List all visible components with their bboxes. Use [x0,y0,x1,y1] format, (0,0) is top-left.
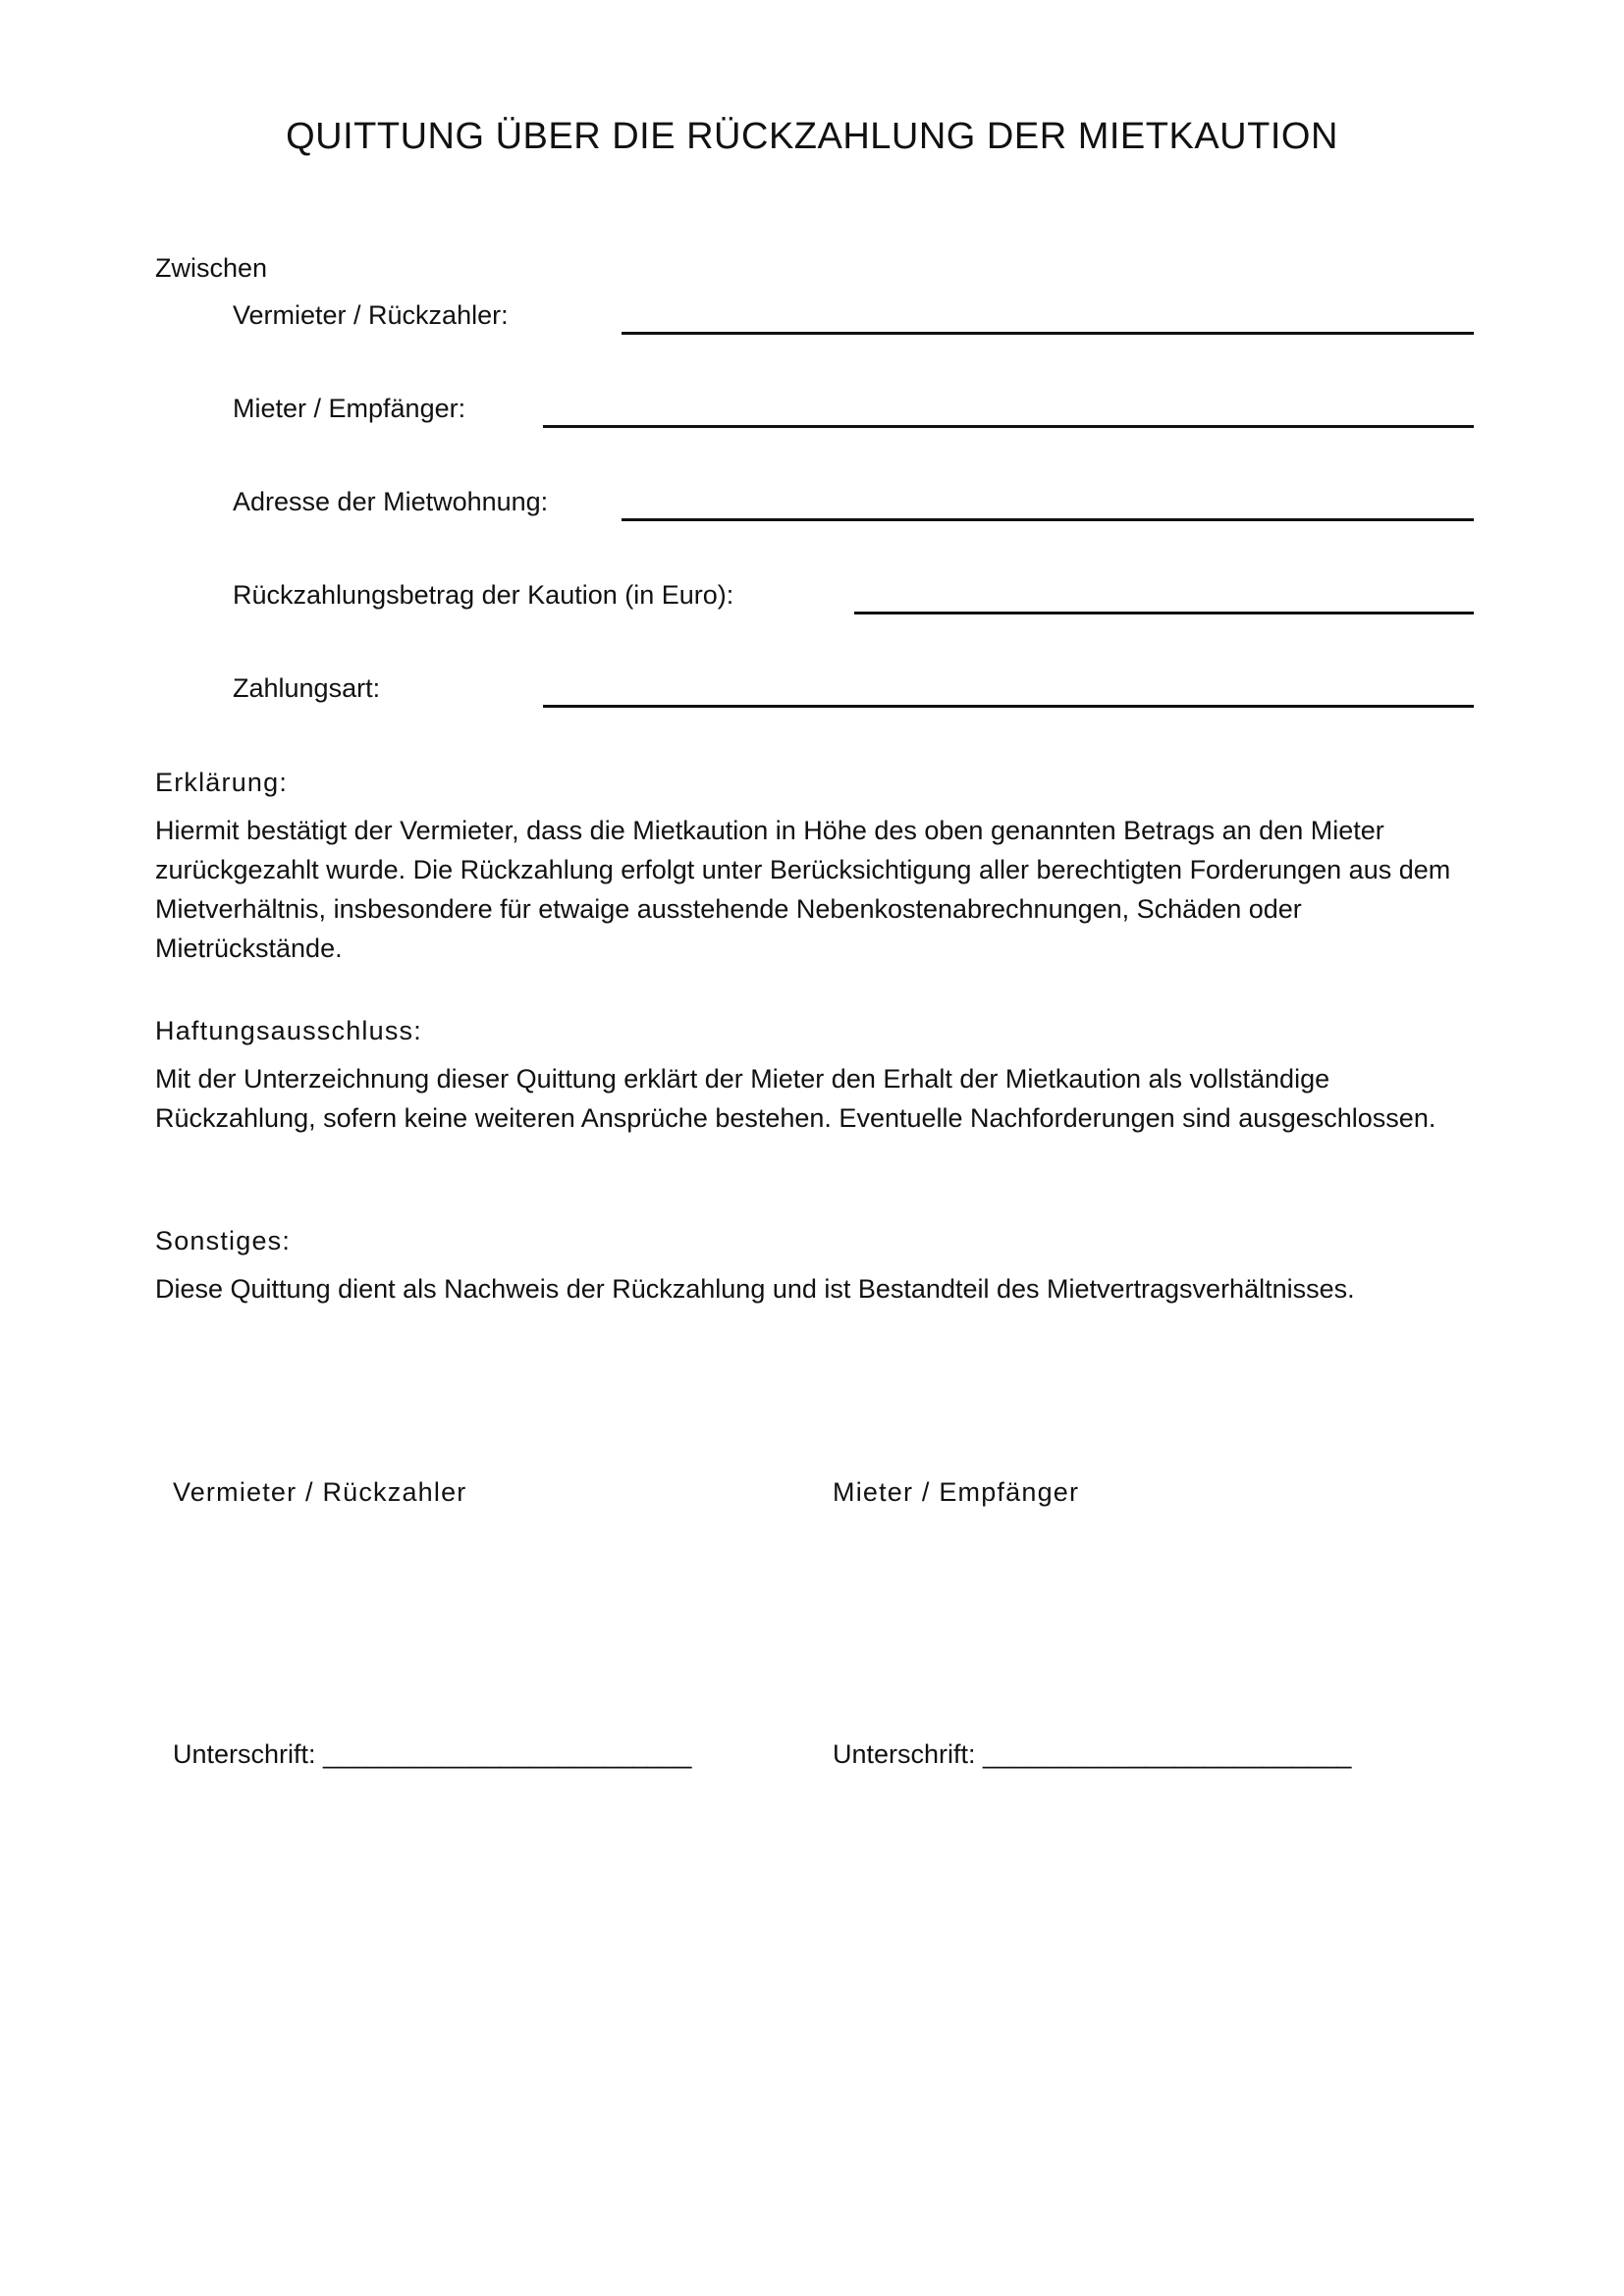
amount-field-label: Rückzahlungsbetrag der Kaution (in Euro): [233,580,734,610]
amount-field-line[interactable] [854,612,1474,614]
address-field-line[interactable] [622,518,1474,521]
tenant-signature-role: Mieter / Empfänger [833,1477,1080,1507]
tenant-field-line[interactable] [543,425,1474,428]
address-field-label: Adresse der Mietwohnung: [233,487,549,516]
parties-intro: Zwischen [155,253,268,283]
misc-text: Diese Quittung dient als Nachweis der Rückzahlung und ist Bestandteil des Mietvertragsverhältnisses. [155,1274,1355,1304]
tenant-field-label: Mieter / Empfänger: [233,394,466,423]
payment-method-field-line[interactable] [543,705,1474,708]
misc-heading: Sonstiges: [155,1226,292,1255]
landlord-field-line[interactable] [622,332,1474,335]
document-title: QUITTUNG ÜBER DIE RÜCKZAHLUNG DER MIETKAUTION [286,116,1338,157]
declaration-text: Hiermit bestätigt der Vermieter, dass die Mietkaution in Höhe des oben genannten Betrags an den Mieter zurückgezahlt wurde. Die Rückzahlung erfolgt unter Berücksichtigung aller berechtigten Forderungen aus dem Mietverhältnis, insbesondere für etwaige ausstehende Nebenkostenabrechnungen, Schäden oder Mietrückstände. [155,816,1451,963]
liability-text: Mit der Unterzeichnung dieser Quittung erklärt der Mieter den Erhalt der Mietkaution als vollständige Rückzahlung, sofern keine weiteren Ansprüche bestehen. Eventuelle Nachforderungen sind ausgeschlossen. [155,1064,1436,1133]
declaration-heading: Erklärung: [155,768,289,797]
payment-method-field-label: Zahlungsart: [233,673,381,703]
tenant-signature-line[interactable]: Unterschrift: _________________________ [833,1739,1352,1769]
landlord-field-label: Vermieter / Rückzahler: [233,300,509,330]
landlord-signature-line[interactable]: Unterschrift: _________________________ [173,1739,692,1769]
landlord-signature-role: Vermieter / Rückzahler [173,1477,467,1507]
liability-heading: Haftungsausschluss: [155,1016,422,1045]
